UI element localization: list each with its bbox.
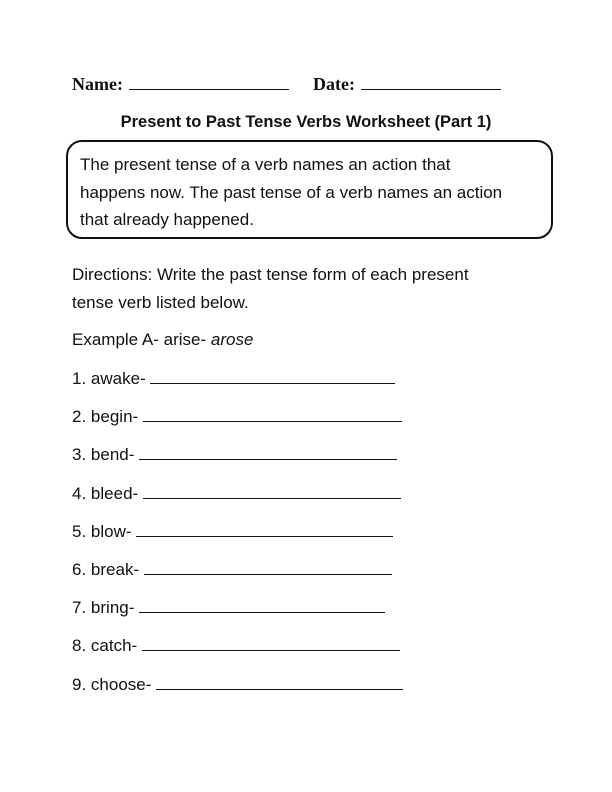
- list-item: [72, 404, 403, 442]
- item-verb: break-: [90, 559, 140, 579]
- list-item: [72, 595, 403, 633]
- answer-blank-line[interactable]: [136, 519, 393, 537]
- item-number: 8.: [72, 636, 87, 656]
- example: [72, 328, 253, 352]
- item-number: 1.: [72, 369, 87, 388]
- list-item: [72, 633, 403, 671]
- answer-blank-line[interactable]: [139, 595, 385, 613]
- verb-list: [72, 366, 403, 710]
- item-verb: choose-: [90, 674, 152, 694]
- list-item: [72, 481, 403, 519]
- answer-blank-line[interactable]: [143, 404, 402, 422]
- item-verb: blow-: [90, 521, 132, 541]
- answer-blank-line[interactable]: [156, 672, 403, 690]
- worksheet-title: Present to Past Tense Verbs Worksheet (Part 1): [120, 113, 492, 131]
- list-item: [72, 519, 403, 557]
- item-number: 4.: [72, 483, 87, 503]
- directions-line: tense verb listed below.: [72, 292, 249, 312]
- answer-blank-line[interactable]: [143, 481, 401, 499]
- item-number: 7.: [72, 598, 87, 618]
- definition-box: [66, 140, 553, 239]
- list-item: [72, 442, 403, 480]
- list-item: [72, 557, 403, 595]
- example-answer: arose: [210, 330, 254, 349]
- item-verb: bleed-: [90, 483, 139, 503]
- definition-line: The present tense of a verb names an action that: [80, 155, 451, 174]
- definition-line: that already happened.: [80, 210, 254, 229]
- definition-line: happens now. The past tense of a verb names an action: [80, 182, 503, 202]
- header: [72, 72, 501, 96]
- list-item: [72, 366, 403, 404]
- item-verb: awake-: [90, 369, 146, 388]
- directions: [72, 261, 542, 316]
- name-label: Name:: [72, 74, 123, 94]
- example-prompt: Example A- arise-: [72, 330, 207, 349]
- answer-blank-line[interactable]: [142, 633, 400, 651]
- answer-blank-line[interactable]: [139, 442, 397, 460]
- item-number: 5.: [72, 521, 87, 541]
- answer-blank-line[interactable]: [150, 366, 395, 384]
- item-number: 9.: [72, 674, 87, 694]
- name-blank-line[interactable]: [129, 72, 289, 90]
- item-verb: catch-: [90, 636, 138, 656]
- list-item: [72, 672, 403, 710]
- item-verb: bring-: [90, 598, 135, 618]
- item-number: 3.: [72, 445, 87, 465]
- date-blank-line[interactable]: [361, 72, 501, 90]
- item-verb: begin-: [90, 407, 139, 427]
- date-label: Date:: [312, 74, 355, 94]
- item-number: 6.: [72, 559, 87, 579]
- answer-blank-line[interactable]: [144, 557, 392, 575]
- item-verb: bend-: [90, 445, 135, 465]
- directions-line: Directions: Write the past tense form of each present: [72, 265, 469, 284]
- item-number: 2.: [72, 407, 87, 427]
